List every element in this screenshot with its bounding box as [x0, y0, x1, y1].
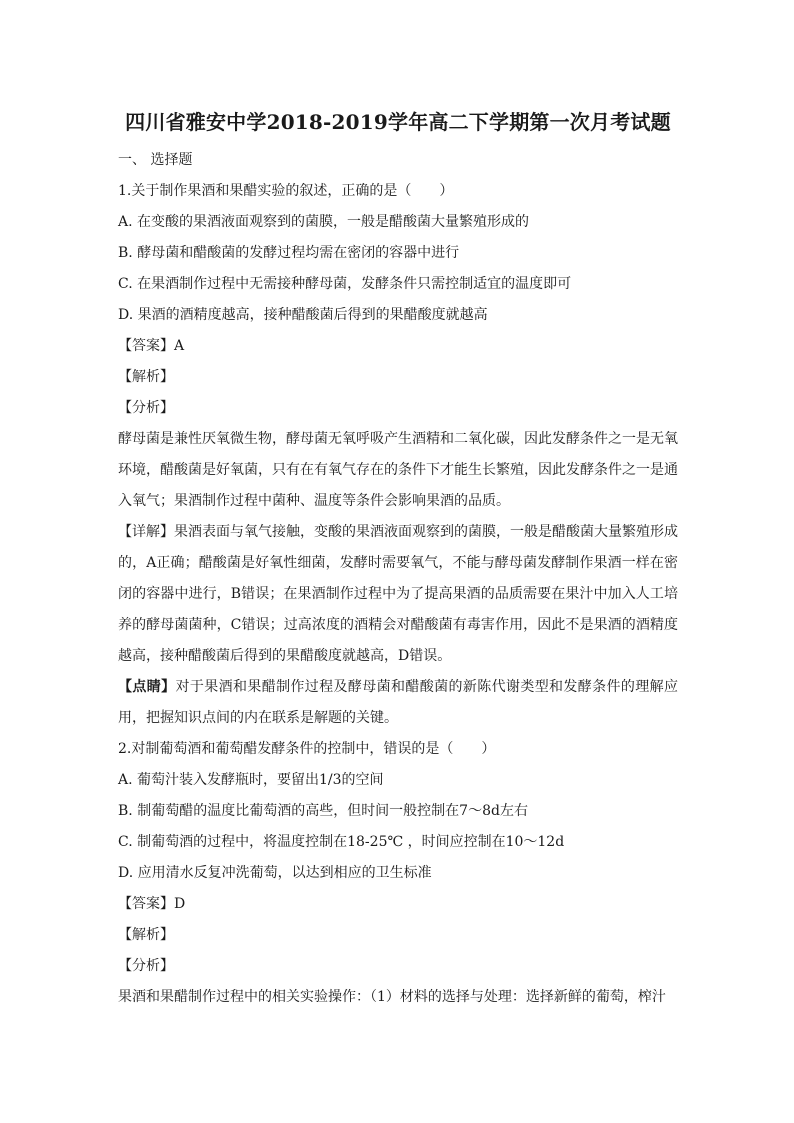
- question-1-point-label: 【点睛】: [118, 679, 176, 695]
- question-1-answer: 【答案】A: [118, 338, 185, 354]
- question-1-point-text: 对于果酒和果醋制作过程及酵母菌和醋酸菌的新陈代谢类型和发酵条件的理解应用，把握知识点间的内在联系是解题的关键。: [118, 679, 679, 726]
- question-2-fenxi-text: 果酒和果醋制作过程中的相关实验操作：（1）材料的选择与处理：选择新鲜的葡萄，榨汁: [118, 989, 666, 1005]
- document-page: [118, 100, 678, 1013]
- question-1-detail-text: 果酒表面与氧气接触，变酸的果酒液面观察到的菌膜，一般是醋酸菌大量繁殖形成的，A正确；醋酸菌是好氧性细菌，发酵时需要氧气，不能与酵母菌发酵制作果酒一样在密闭的容器中进行，B错误；在果酒制作过程中为了提高果酒的品质需要在果汁中加入人工培养的酵母菌菌种，C错误；过高浓度的酒精会对醋酸菌有毒害作用，因此不是果酒的酒精度越高，接种醋酸菌后得到的果醋酸度就越高，D错误。: [118, 524, 678, 664]
- question-2-answer: 【答案】D: [118, 896, 186, 912]
- question-2-fenxi-label: 【分析】: [118, 958, 174, 974]
- question-1-option-c: C. 在果酒制作过程中无需接种酵母菌，发酵条件只需控制适宜的温度即可: [118, 276, 572, 292]
- question-1-jiexi: 【解析】: [118, 369, 174, 385]
- question-1-stem: 1.关于制作果酒和果醋实验的叙述，正确的是（ ）: [118, 183, 454, 199]
- question-2-option-d: D. 应用清水反复冲洗葡萄，以达到相应的卫生标准: [118, 865, 432, 881]
- question-1-option-d: D. 果酒的酒精度越高，接种醋酸菌后得到的果醋酸度就越高: [118, 307, 488, 323]
- question-2-jiexi: 【解析】: [118, 927, 174, 943]
- document-title: 四川省雅安中学2018-2019学年高二下学期第一次月考试题: [125, 110, 671, 134]
- question-1-detail: [118, 517, 678, 672]
- question-1-detail-label: 【详解】: [118, 524, 174, 540]
- question-2-stem: 2.对制葡萄酒和葡萄醋发酵条件的控制中，错误的是（ ）: [118, 741, 496, 757]
- question-1-fenxi-label: 【分析】: [118, 400, 174, 416]
- question-1-fenxi-text: 酵母菌是兼性厌氧微生物，酵母菌无氧呼吸产生酒精和二氧化碳，因此发酵条件之一是无氧环境，醋酸菌是好氧菌，只有在有氧气存在的条件下才能生长繁殖，因此发酵条件之一是通入氧气；果酒制作过程中菌种、温度等条件会影响果酒的品质。: [118, 431, 678, 509]
- question-1-point: [118, 672, 678, 734]
- question-2-option-c: C. 制葡萄酒的过程中，将温度控制在18-25℃ ，时间应控制在10～12d: [118, 834, 565, 850]
- section-heading: 一、 选择题: [118, 152, 193, 168]
- question-2-option-b: B. 制葡萄醋的温度比葡萄酒的高些，但时间一般控制在7～8d左右: [118, 803, 528, 819]
- question-2-option-a: A. 葡萄汁装入发酵瓶时，要留出1/3的空间: [118, 772, 384, 788]
- question-1-option-a: A. 在变酸的果酒液面观察到的菌膜，一般是醋酸菌大量繁殖形成的: [118, 214, 530, 230]
- question-1-option-b: B. 酵母菌和醋酸菌的发酵过程均需在密闭的容器中进行: [118, 245, 460, 261]
